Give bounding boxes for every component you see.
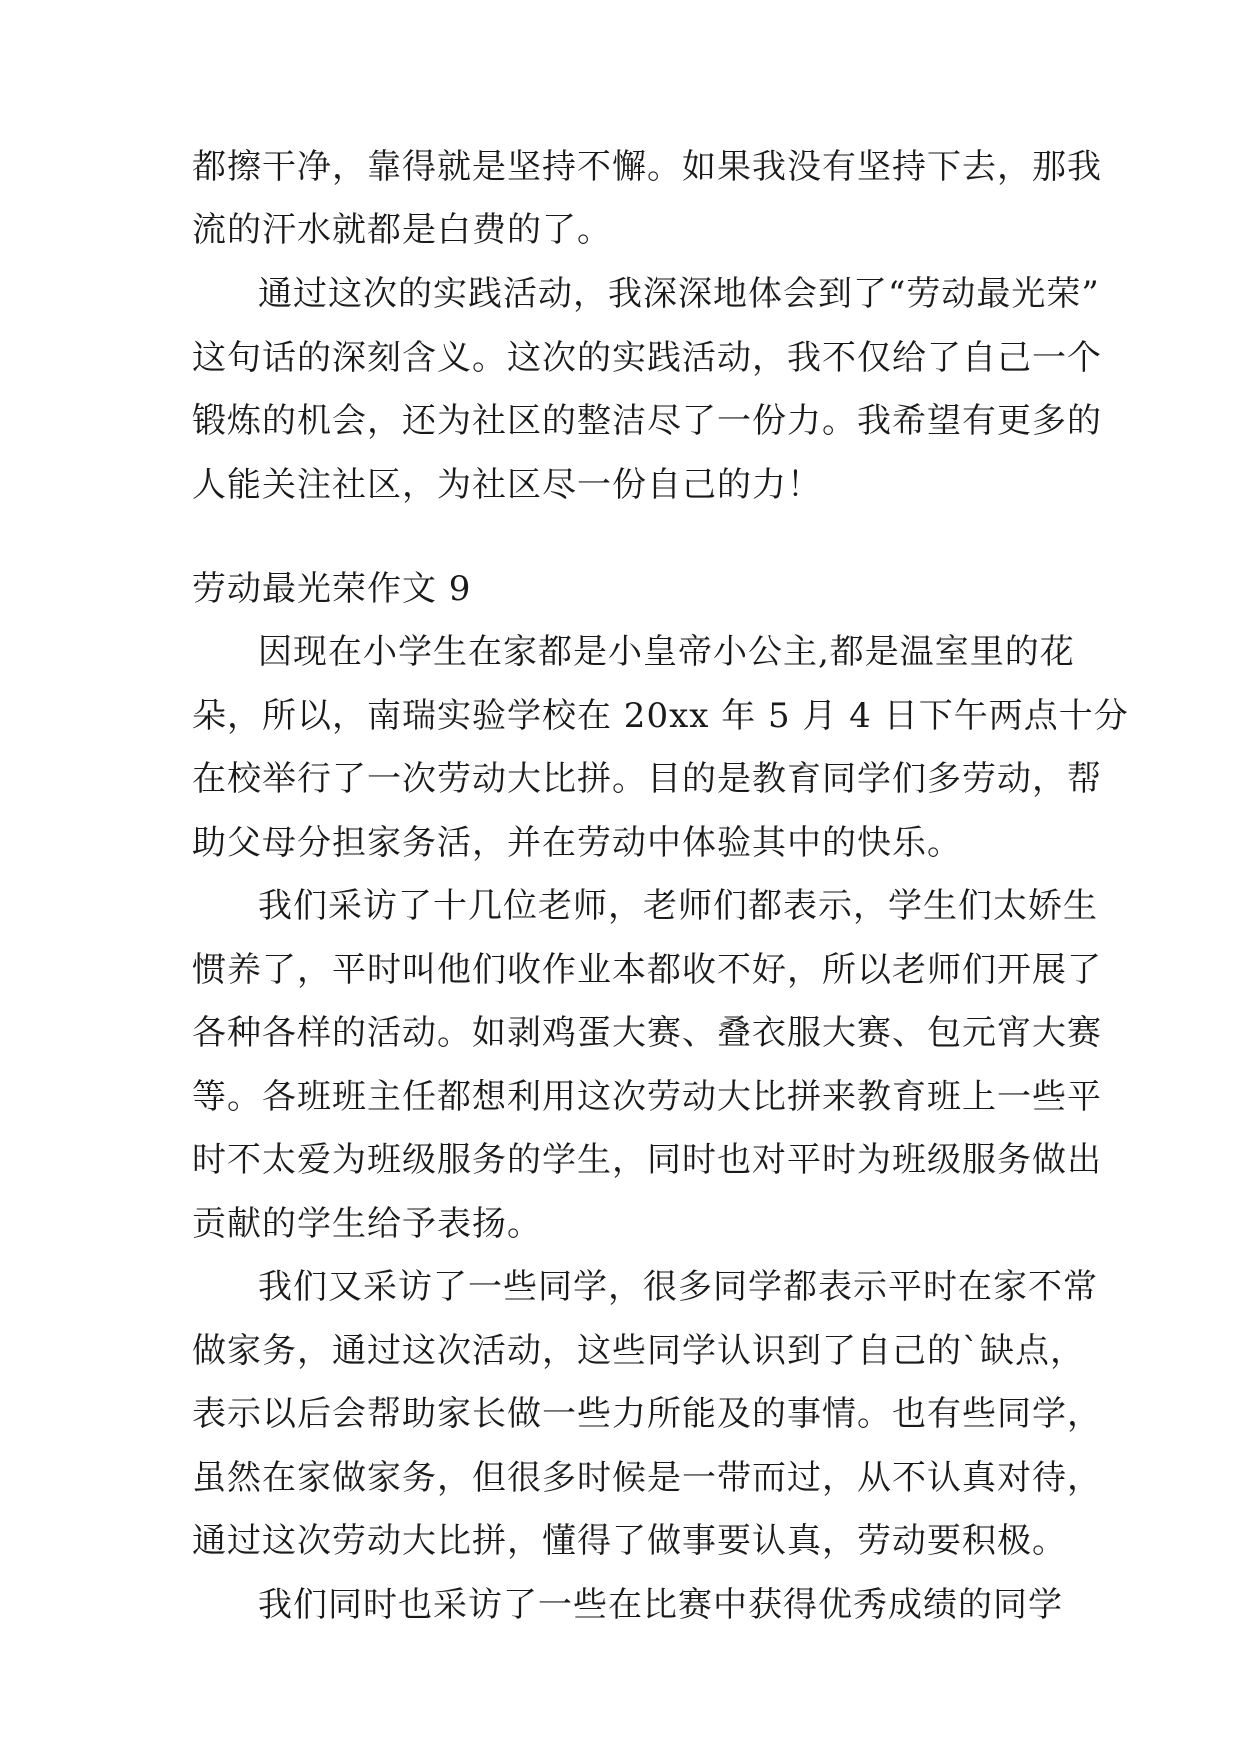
text-line: 朵，所以，南瑞实验学校在 20xx 年 5 月 4 日下午两点十分 bbox=[192, 696, 1129, 736]
section-heading: 劳动最光荣作文 9 bbox=[192, 569, 472, 609]
text-line: 这句话的深刻含义。这次的实践活动，我不仅给了自己一个 bbox=[192, 338, 1102, 378]
text-line: 各种各样的活动。如剥鸡蛋大赛、叠衣服大赛、包元宵大赛 bbox=[192, 1013, 1102, 1053]
paragraph-start: 通过这次的实践活动，我深深地体会到了“劳动最光荣” bbox=[258, 274, 1100, 314]
text-line: 流的汗水就都是白费的了。 bbox=[192, 210, 612, 250]
text-line: 惯养了，平时叫他们收作业本都收不好，所以老师们开展了 bbox=[192, 950, 1102, 990]
text-line: 都擦干净，靠得就是坚持不懈。如果我没有坚持下去，那我 bbox=[192, 147, 1102, 187]
paragraph-start: 我们采访了十几位老师，老师们都表示，学生们太娇生 bbox=[258, 886, 1098, 926]
paragraph-start: 我们又采访了一些同学，很多同学都表示平时在家不常 bbox=[258, 1267, 1098, 1307]
text-line: 在校举行了一次劳动大比拼。目的是教育同学们多劳动，帮 bbox=[192, 759, 1102, 799]
text-line: 虽然在家做家务，但很多时候是一带而过，从不认真对待， bbox=[192, 1458, 1102, 1498]
text-line: 时不太爱为班级服务的学生，同时也对平时为班级服务做出 bbox=[192, 1140, 1102, 1180]
text-line: 做家务，通过这次活动，这些同学认识到了自己的`缺点， bbox=[192, 1331, 1085, 1371]
paragraph-start: 我们同时也采访了一些在比赛中获得优秀成绩的同学 bbox=[258, 1585, 1063, 1625]
text-line: 锻炼的机会，还为社区的整洁尽了一份力。我希望有更多的 bbox=[192, 401, 1102, 441]
text-line: 表示以后会帮助家长做一些力所能及的事情。也有些同学， bbox=[192, 1394, 1102, 1434]
text-line: 助父母分担家务活，并在劳动中体验其中的快乐。 bbox=[192, 823, 962, 863]
text-line: 通过这次劳动大比拼，懂得了做事要认真，劳动要积极。 bbox=[192, 1521, 1067, 1561]
text-line: 等。各班班主任都想利用这次劳动大比拼来教育班上一些平 bbox=[192, 1077, 1102, 1117]
text-line: 贡献的学生给予表扬。 bbox=[192, 1204, 542, 1244]
text-line: 人能关注社区，为社区尽一份自己的力！ bbox=[192, 465, 822, 505]
paragraph-start: 因现在小学生在家都是小皇帝小公主,都是温室里的花 bbox=[258, 632, 1075, 672]
